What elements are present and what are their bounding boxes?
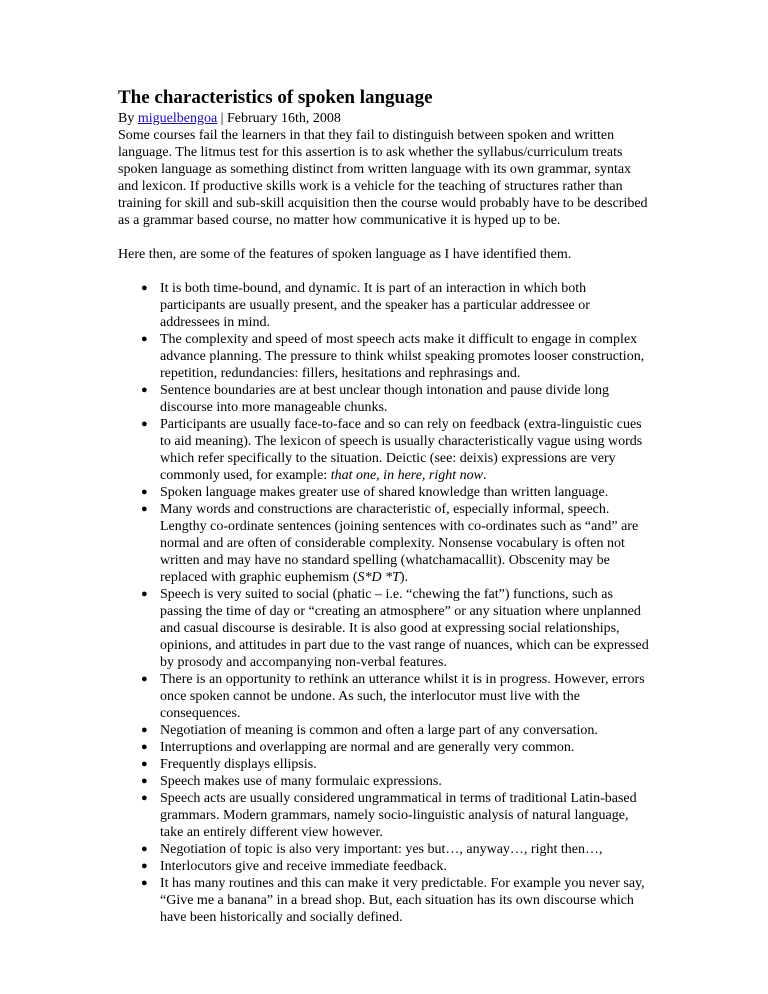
list-item-text: It has many routines and this can make it very predictable. For example you never say, “Give me a banana” in a bread shop. But, each situation has its own discourse which have been historically and socially defined. [160, 876, 645, 925]
list-item [141, 722, 650, 739]
list-item-text: Negotiation of topic is also very important: yes but…, anyway…, right then…, [160, 842, 603, 857]
list-item [141, 790, 650, 841]
bullet-icon: ● [141, 418, 148, 430]
list-item-text: Speech acts are usually considered ungrammatical in terms of traditional Latin-based grammars. Modern grammars, namely socio-linguistic analysis of natural language, take an entirely different view however. [160, 791, 637, 840]
list-item-text: Sentence boundaries are at best unclear though intonation and pause divide long discourse into more manageable chunks. [160, 383, 610, 415]
lead-in-paragraph: Here then, are some of the features of spoken language as I have identified them. [118, 247, 572, 262]
bullet-icon: ● [141, 724, 148, 736]
list-item-text: Speech makes use of many formulaic expressions. [160, 774, 442, 789]
list-item-text: It is both time-bound, and dynamic. It is part of an interaction in which both participants are usually present, and the speaker has a particular addressee or addressees in mind. [160, 281, 590, 330]
list-item-text: Negotiation of meaning is common and often a large part of any conversation. [160, 723, 598, 738]
bullet-icon: ● [141, 282, 148, 294]
list-item-text: Interlocutors give and receive immediate feedback. [160, 859, 447, 874]
list-item [141, 858, 650, 875]
list-item [141, 739, 650, 756]
author-link[interactable]: miguelbengoa [137, 111, 218, 126]
list-item-text: There is an opportunity to rethink an utterance whilst it is in progress. However, errors once spoken cannot be undone. As such, the interlocutor must live with the consequences. [160, 672, 645, 721]
list-item-tail: . [483, 468, 487, 483]
list-item-text: The complexity and speed of most speech acts make it difficult to engage in complex advance planning. The pressure to think whilst speaking promotes looser construction, repetition, redundancies: fillers, hesitations and rephrasings and. [160, 332, 645, 381]
bullet-icon: ● [141, 503, 148, 515]
bullet-icon: ● [141, 860, 148, 872]
bullet-icon: ● [141, 792, 148, 804]
article-title: The characteristics of spoken language [118, 87, 433, 108]
list-item-emphasis: S*D *T [357, 570, 400, 585]
list-item [141, 671, 650, 722]
list-item-tail: ). [399, 570, 409, 585]
byline [118, 110, 650, 127]
list-item-text: Many words and constructions are characteristic of, especially informal, speech. Lengthy co-ordinate sentences (joining sentences with co-ordinates such as “and” are normal and are often of considerable complexity. Nonsense vocabulary is often not written and may have no standard spelling (whatchamacallit). Obscenity may be replaced with graphic euphemism ( [160, 502, 639, 585]
article-body [118, 86, 650, 926]
list-item-text: Interruptions and overlapping are normal and are generally very common. [160, 740, 575, 755]
intro-paragraph: Some courses fail the learners in that they fail to distinguish between spoken and written language. The litmus test for this assertion is to ask whether the syllabus/curriculum treats spoken language as something distinct from written language with its own grammar, syntax and lexicon. If productive skills work is a vehicle for the teaching of structures rather than training for skill and sub-skill acquisition then the course would probably have to be described as a grammar based course, no matter how communicative it is hyped up to be. [118, 128, 648, 228]
bullet-icon: ● [141, 333, 148, 345]
bullet-icon: ● [141, 758, 148, 770]
list-item [141, 501, 650, 586]
bullet-icon: ● [141, 486, 148, 498]
bullet-icon: ● [141, 588, 148, 600]
list-item [141, 841, 650, 858]
bullet-icon: ● [141, 384, 148, 396]
byline-prefix: By [118, 111, 138, 126]
list-item [141, 280, 650, 331]
bullet-icon: ● [141, 877, 148, 889]
list-item [141, 773, 650, 790]
list-item-text: Speech is very suited to social (phatic – i.e. “chewing the fat”) functions, such as passing the time of day or “creating an atmosphere” or any situation where unplanned and casual discourse is desirable. It is also good at expressing social relationships, opinions, and attitudes in part due to the vast range of nuances, which can be expressed by prosody and accompanying non-verbal features. [160, 587, 649, 670]
features-list [118, 280, 650, 926]
list-item-text: Frequently displays ellipsis. [160, 757, 317, 772]
list-item [141, 382, 650, 416]
bullet-icon: ● [141, 775, 148, 787]
bullet-icon: ● [141, 843, 148, 855]
list-item [141, 875, 650, 926]
byline-date: | February 16th, 2008 [217, 111, 341, 126]
list-item-text: Spoken language makes greater use of shared knowledge than written language. [160, 485, 609, 500]
bullet-icon: ● [141, 741, 148, 753]
list-item-text: Participants are usually face-to-face and so can rely on feedback (extra-linguistic cues to aid meaning). The lexicon of speech is usually characteristically vague using words which refer specifically to the situation. Deictic (see: deixis) expressions are very commonly used, for example: [160, 417, 643, 483]
bullet-icon: ● [141, 673, 148, 685]
list-item [141, 484, 650, 501]
list-item [141, 331, 650, 382]
list-item-emphasis: that one, in here, right now [330, 468, 483, 483]
list-item [141, 586, 650, 671]
list-item [141, 416, 650, 484]
list-item [141, 756, 650, 773]
